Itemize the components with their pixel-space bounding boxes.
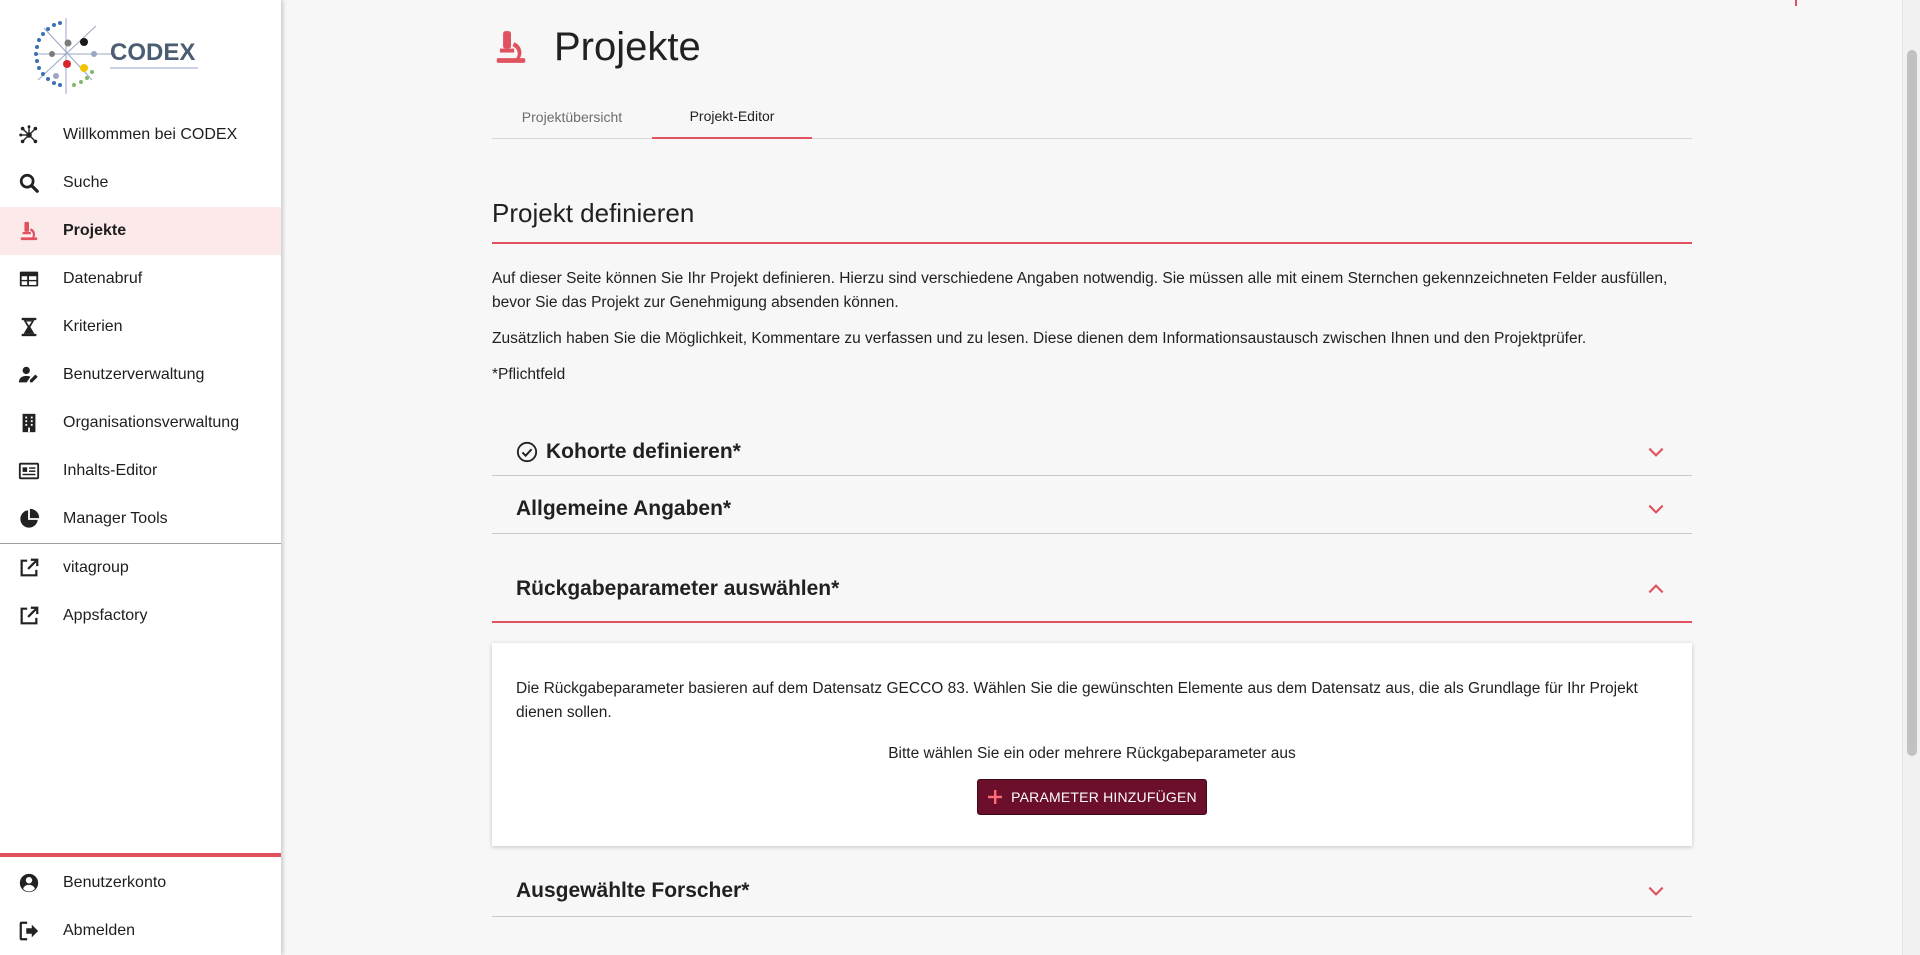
search-icon	[18, 172, 40, 194]
sidebar-link-vitagroup[interactable]	[0, 544, 281, 592]
add-parameter-button-label: PARAMETER HINZUFÜGEN	[1011, 789, 1197, 805]
scrollbar-thumb[interactable]	[1907, 50, 1917, 756]
logo-text: CODEX	[110, 39, 196, 66]
panel-return-params-header[interactable]	[492, 556, 1692, 623]
sidebar-item-welcome[interactable]	[0, 111, 281, 159]
codex-logo[interactable]	[26, 18, 204, 94]
sidebar-item-label: Willkommen bei CODEX	[63, 126, 238, 143]
external-link-icon	[18, 557, 40, 579]
plus-icon	[987, 789, 1003, 805]
sidebar-item-data-retrieval[interactable]	[0, 255, 281, 303]
sidebar-item-label: Datenabruf	[63, 270, 143, 287]
external-link-icon	[18, 605, 40, 627]
required-note: *Pflichtfeld	[492, 366, 566, 383]
intro-text	[492, 267, 1692, 399]
microscope-icon	[18, 220, 40, 242]
article-icon	[18, 460, 40, 482]
sidebar-item-label: Suche	[63, 174, 109, 191]
sidebar-item-label: Inhalts-Editor	[63, 462, 158, 479]
network-icon	[18, 124, 40, 146]
sidebar-item-label: Manager Tools	[63, 510, 168, 527]
check-circle-icon	[516, 441, 538, 463]
account-circle-icon	[18, 872, 40, 894]
sidebar-item-user-management[interactable]	[0, 351, 281, 399]
page-header	[492, 22, 701, 72]
sidebar-item-criteria[interactable]	[0, 303, 281, 351]
chevron-down-icon[interactable]	[1646, 499, 1666, 519]
sidebar-item-logout[interactable]	[0, 907, 281, 955]
sidebar-item-label: Appsfactory	[63, 607, 148, 624]
tab-bar	[492, 95, 1692, 139]
return-params-card	[492, 643, 1692, 846]
page-title: Projekte	[554, 24, 701, 69]
panel-cohort-header[interactable]	[492, 428, 1692, 476]
pie-chart-icon	[18, 508, 40, 530]
intro-paragraph-1: Auf dieser Seite können Sie Ihr Projekt definieren. Hierzu sind verschiedene Angaben notwendig. Sie müssen alle mit einem Sternchen gekennzeichneten Felder ausfüllen, bevor Sie das Projekt zur Genehmigung absenden können.	[492, 270, 1668, 311]
sidebar-item-content-editor[interactable]	[0, 447, 281, 495]
hourglass-icon	[18, 316, 40, 338]
panel-title: Allgemeine Angaben*	[516, 496, 732, 520]
panel-general-header[interactable]	[492, 484, 1692, 534]
sidebar-item-label: vitagroup	[63, 559, 129, 576]
sidebar-item-label: Benutzerkonto	[63, 874, 167, 891]
tab-project-overview[interactable]: Projektübersicht	[521, 109, 623, 125]
sidebar-item-label: Benutzerverwaltung	[63, 366, 205, 383]
page-scrollbar[interactable]	[1902, 0, 1920, 955]
sidebar-nav	[0, 111, 281, 640]
building-icon	[18, 412, 40, 434]
top-accent-mark	[1795, 0, 1797, 6]
panel-title: Rückgabeparameter auswählen*	[516, 576, 840, 600]
return-params-description: Die Rückgabeparameter basieren auf dem Datensatz GECCO 83. Wählen Sie die gewünschten Elemente aus dem Datensatz aus, die als Grundlage für Ihr Projekt dienen sollen.	[516, 680, 1638, 721]
section-title: Projekt definieren	[492, 198, 1692, 244]
tab-project-editor[interactable]: Projekt-Editor	[652, 95, 812, 139]
sidebar	[0, 0, 281, 955]
microscope-icon	[492, 28, 530, 66]
logout-icon	[18, 920, 40, 942]
panel-title: Ausgewählte Forscher*	[516, 879, 750, 902]
sidebar-link-appsfactory[interactable]	[0, 592, 281, 640]
panel-title: Kohorte definieren*	[546, 439, 741, 463]
return-params-hint: Bitte wählen Sie ein oder mehrere Rückgabeparameter aus	[888, 745, 1296, 762]
sidebar-item-label: Abmelden	[63, 922, 136, 939]
chevron-down-icon[interactable]	[1646, 442, 1666, 462]
sidebar-bottom	[0, 853, 281, 955]
sidebar-item-account[interactable]	[0, 859, 281, 907]
user-edit-icon	[18, 364, 40, 386]
table-icon	[18, 268, 40, 290]
chevron-up-icon[interactable]	[1646, 579, 1666, 599]
intro-paragraph-2: Zusätzlich haben Sie die Möglichkeit, Kommentare zu verfassen und zu lesen. Diese dienen dem Informationsaustausch zwischen Ihnen und den Projektprüfer.	[492, 330, 1587, 347]
sidebar-item-manager-tools[interactable]	[0, 495, 281, 543]
sidebar-item-organization-management[interactable]	[0, 399, 281, 447]
sidebar-item-label: Organisationsverwaltung	[63, 414, 240, 431]
panel-researchers-header[interactable]	[492, 866, 1692, 917]
chevron-down-icon[interactable]	[1646, 881, 1666, 901]
sidebar-item-label: Projekte	[63, 222, 127, 239]
sidebar-item-search[interactable]	[0, 159, 281, 207]
sidebar-item-projects[interactable]	[0, 207, 281, 255]
sidebar-item-label: Kriterien	[63, 318, 123, 335]
add-parameter-button[interactable]	[977, 779, 1207, 815]
